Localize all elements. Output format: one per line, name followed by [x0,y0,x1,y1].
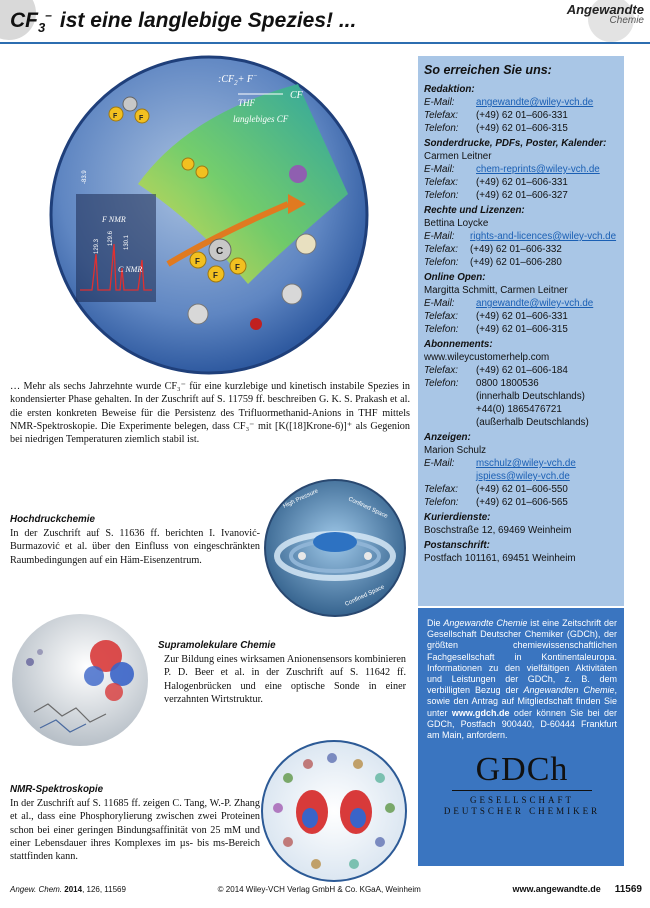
contact-rechte: Rechte und Lizenzen: Bettina Loycke E-Mail: rights-and-licences@wiley-vch.de Telefax: (+49) 62 01–606-332 Telefon: (+49) 62 01–606-280 [424,205,617,268]
side-molecule [282,284,302,304]
label-fnmr: F NMR [102,215,126,224]
article-nmr [10,784,260,863]
svg-text:F: F [195,257,200,266]
svg-text:F: F [139,115,144,122]
pressure-graphic [262,478,408,618]
page-footer [10,884,642,895]
article-text: In der Zuschrift auf S. 11685 ff. zeigen C. Tang, W.-P. Zhang et al., dass eine Phosphorylierung zwischen zwei Proteinen schon bei einer geringen Bindungsaffinität von 25 mM und einer Lebensdauer ihres Komplexes im µs- bis ms-Bereich stattfinden kann. [10,798,260,863]
article-heading: Hochdruckchemie [10,514,95,525]
svg-text:Confined Space: Confined Space [344,584,386,608]
article-text: In der Zuschrift auf S. 11636 ff. berichten I. Ivanović-Burmazović et al. über den Einfluss von eingeschränkten Raumbedingungen auf ein Häm-Eisenzentrum. [10,528,260,566]
supramolecular-graphic [10,612,160,752]
gdch-info-box [418,608,624,866]
email-link[interactable]: jspiess@wiley-vch.de [476,471,570,482]
side-molecule [188,304,208,324]
gdch-text: Die Angewandte Chemie ist eine Zeitschrift der Gesellschaft Deutscher Chemiker (GDCh), der größten chemiewissenschaftlichen Fachgesellschaft in Kontinentaleuropa. Informationen zu den vielfältigen Aktivitäten und Leistungen der GDCh, z. B. dem verbilligten Bezug der Angewandten Chemie, sowie den Antrag auf Mitgliedschaft finden Sie unter www.gdch.de oder können Sie bei der GDCh, Postfach 900440, D-60444 Frankfurt am Main, anfordern. [427,618,617,741]
svg-text:Confined Space: Confined Space [347,496,389,520]
contact-anzeigen: Anzeigen: Marion Schulz E-Mail: mschulz@wiley-vch.de jspiess@wiley-vch.de Telefax: (+49) 62 01–606-550 Telefon: (+49) 62 01–606-565 [424,432,576,508]
email-link[interactable]: angewandte@wiley-vch.de [476,298,594,309]
label-langlebiges: langlebiges CF [233,114,289,124]
article-supramolekulare [160,640,406,706]
contact-post: Postanschrift: Postfach 101161, 69451 Weinheim [424,540,576,564]
side-molecule [296,234,316,254]
reaction-solvent: THF [238,98,256,108]
email-link[interactable]: rights-and-licences@wiley-vch.de [470,231,617,242]
email-link[interactable]: angewandte@wiley-vch.de [476,97,594,108]
footer-copyright: © 2014 Wiley-VCH Verlag GmbH & Co. KGaA, Weinheim [217,885,421,894]
reaction-product: CF [290,90,303,101]
footer-right [513,884,642,895]
contact-list [424,64,620,567]
footer-citation: Angew. Chem. 2014, 126, 11569 [10,885,126,894]
contact-title: So erreichen Sie uns: [424,63,552,77]
fluoride-ion [182,158,194,170]
article-heading: NMR-Spektroskopie [10,784,104,795]
svg-text:C: C [216,246,224,257]
web-link[interactable]: www.wileycustomerhelp.com [424,352,550,363]
email-link[interactable]: mschulz@wiley-vch.de [476,458,576,469]
cf3-cover-graphic [48,54,370,376]
contact-online-open: Online Open: Margitta Schmitt, Carmen Leitner E-Mail: angewandte@wiley-vch.de Telefax: (+49) 62 01–606-331 Telefon: (+49) 62 01–606-315 [424,272,594,335]
article-text: Zur Bildung eines wirksamen Anionensensors kombinieren P. D. Beer et al. in der Zuschrift auf S. 11642 ff. Halogenbrücken und eine optische Sonde in einer verzahnten Wirtstruktur. [164,654,406,705]
protein-graphic [258,738,410,884]
nmr-peak-label: 129.6 [108,230,114,246]
side-molecule [250,318,262,330]
email-link[interactable]: chem-reprints@wiley-vch.de [476,164,600,175]
nmr-peak-label: 130.1 [124,234,130,250]
contact-kurier: Kurierdienste: Boschstraße 12, 69469 Weinheim [424,512,572,536]
fluoride-ion [196,166,208,178]
article-hochdruckchemie [10,514,260,567]
intro-paragraph: … Mehr als sechs Jahrzehnte wurde CF₃⁻ für eine kurzlebige und kinetisch instabile Spezies in kondensierter Phase gehalten. In der Zuschrift auf S. 11759 ff. beschreiben G. K. S. Prakash et al. die ersten konkreten Beweise für die Persistenz des Trifluormethanid-Anions in THF mittels NMR-Spektroskopie. Die Experimente belegen, dass CF₃⁻ mit [K([18]Krone-6)]⁺ als Gegenion bei niedrigen Temperaturen ziemlich stabil ist. [10,381,410,446]
svg-text:F: F [213,271,218,280]
contact-abonnements: Abonnements: www.wileycustomerhelp.com Telefax: (+49) 62 01–606-184 Telefon: 0800 1800536 (innerhalb Deutschlands) +44(0) 1865476721 (außerhalb Deutschlands) [424,338,620,429]
svg-text:High Pressure: High Pressure [282,488,320,510]
header-rule [0,42,650,44]
nmr-peak-label: 129.3 [94,238,100,254]
reaction-text: $:CF_2+ F^-$ [218,72,258,87]
svg-text:F: F [235,263,240,272]
page-number: 11569 [614,884,642,895]
potassium-ion [289,165,307,183]
page-title: $CF_3^-$ ist eine langlebige Spezies! ... [10,8,357,36]
svg-text:F: F [113,113,118,120]
article-heading: Supramolekulare Chemie [158,640,276,651]
gdch-web-link[interactable]: www.gdch.de [451,707,510,718]
angewandte-logo: Angewandte Chemie [566,2,644,26]
contact-sonderdrucke: Sonderdrucke, PDFs, Poster, Kalender: Carmen Leitner E-Mail: chem-reprints@wiley-vch.de Telefax: (+49) 62 01–606-331 Telefon: (+49) 62 01–606-327 [424,138,607,201]
footer-website-link[interactable]: www.angewandte.de [512,884,601,894]
nmr-peak-label: -83.9 [82,170,88,184]
contact-redaktion: Redaktion: E-Mail: angewandte@wiley-vch.de Telefax: (+49) 62 01–606-331 Telefon: (+49) 62 01–606-315 [424,84,594,134]
gdch-logo: GDCh GESELLSCHAFT DEUTSCHER CHEMIKER [443,751,601,817]
label-cnmr: C NMR [118,265,143,274]
